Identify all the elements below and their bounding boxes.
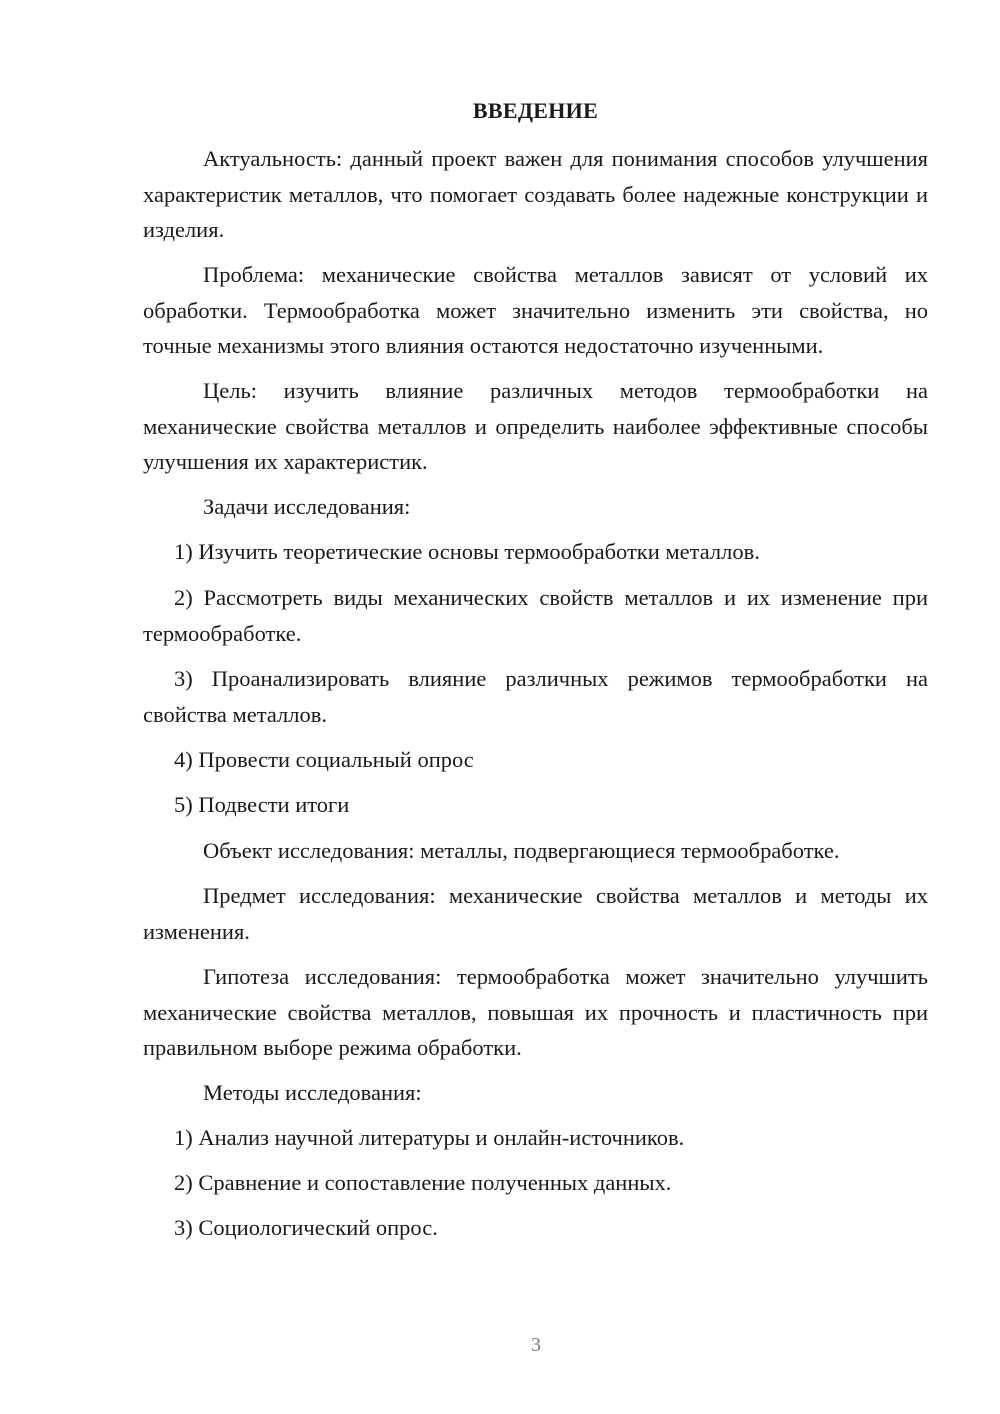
- tasks-heading: Задачи исследования:: [203, 494, 411, 519]
- object-paragraph: Объект исследования: металлы, подвергающиеся термообработке.: [203, 838, 840, 863]
- hypothesis-paragraph: Гипотеза исследования: термообработка может значительно улучшить механические свойства металлов, повышая их прочность и пластичность при правильном выборе режима обработки.: [143, 964, 928, 1060]
- problem-paragraph: Проблема: механические свойства металлов зависят от условий их обработки. Термообработка может значительно изменить эти свойства, но точные механизмы этого влияния остаются недостаточно изученными.: [143, 262, 928, 358]
- methods-heading: Методы исследования:: [203, 1080, 422, 1105]
- task-item-1: 1) Изучить теоретические основы термообработки металлов.: [174, 539, 760, 564]
- task-item-2: 2) Рассмотреть виды механических свойств металлов и их изменение при термообработке.: [143, 585, 928, 646]
- goal-paragraph: Цель: изучить влияние различных методов термообработки на механические свойства металлов и определить наиболее эффективные способы улучшения их характеристик.: [143, 378, 928, 474]
- method-item-1: 1) Анализ научной литературы и онлайн-источников.: [174, 1125, 685, 1150]
- task-item-5: 5) Подвести итоги: [174, 792, 350, 817]
- page-number: 3: [531, 1334, 541, 1356]
- task-item-4: 4) Провести социальный опрос: [174, 747, 474, 772]
- relevance-paragraph: Актуальность: данный проект важен для понимания способов улучшения характеристик металлов, что помогает создавать более надежные конструкции и изделия.: [143, 146, 928, 242]
- task-item-3: 3) Проанализировать влияние различных режимов термообработки на свойства металлов.: [143, 666, 928, 727]
- method-item-2: 2) Сравнение и сопоставление полученных данных.: [174, 1170, 672, 1195]
- section-title: ВВЕДЕНИЕ: [472, 98, 599, 123]
- method-item-3: 3) Социологический опрос.: [174, 1215, 438, 1240]
- subject-paragraph: Предмет исследования: механические свойства металлов и методы их изменения.: [143, 883, 928, 944]
